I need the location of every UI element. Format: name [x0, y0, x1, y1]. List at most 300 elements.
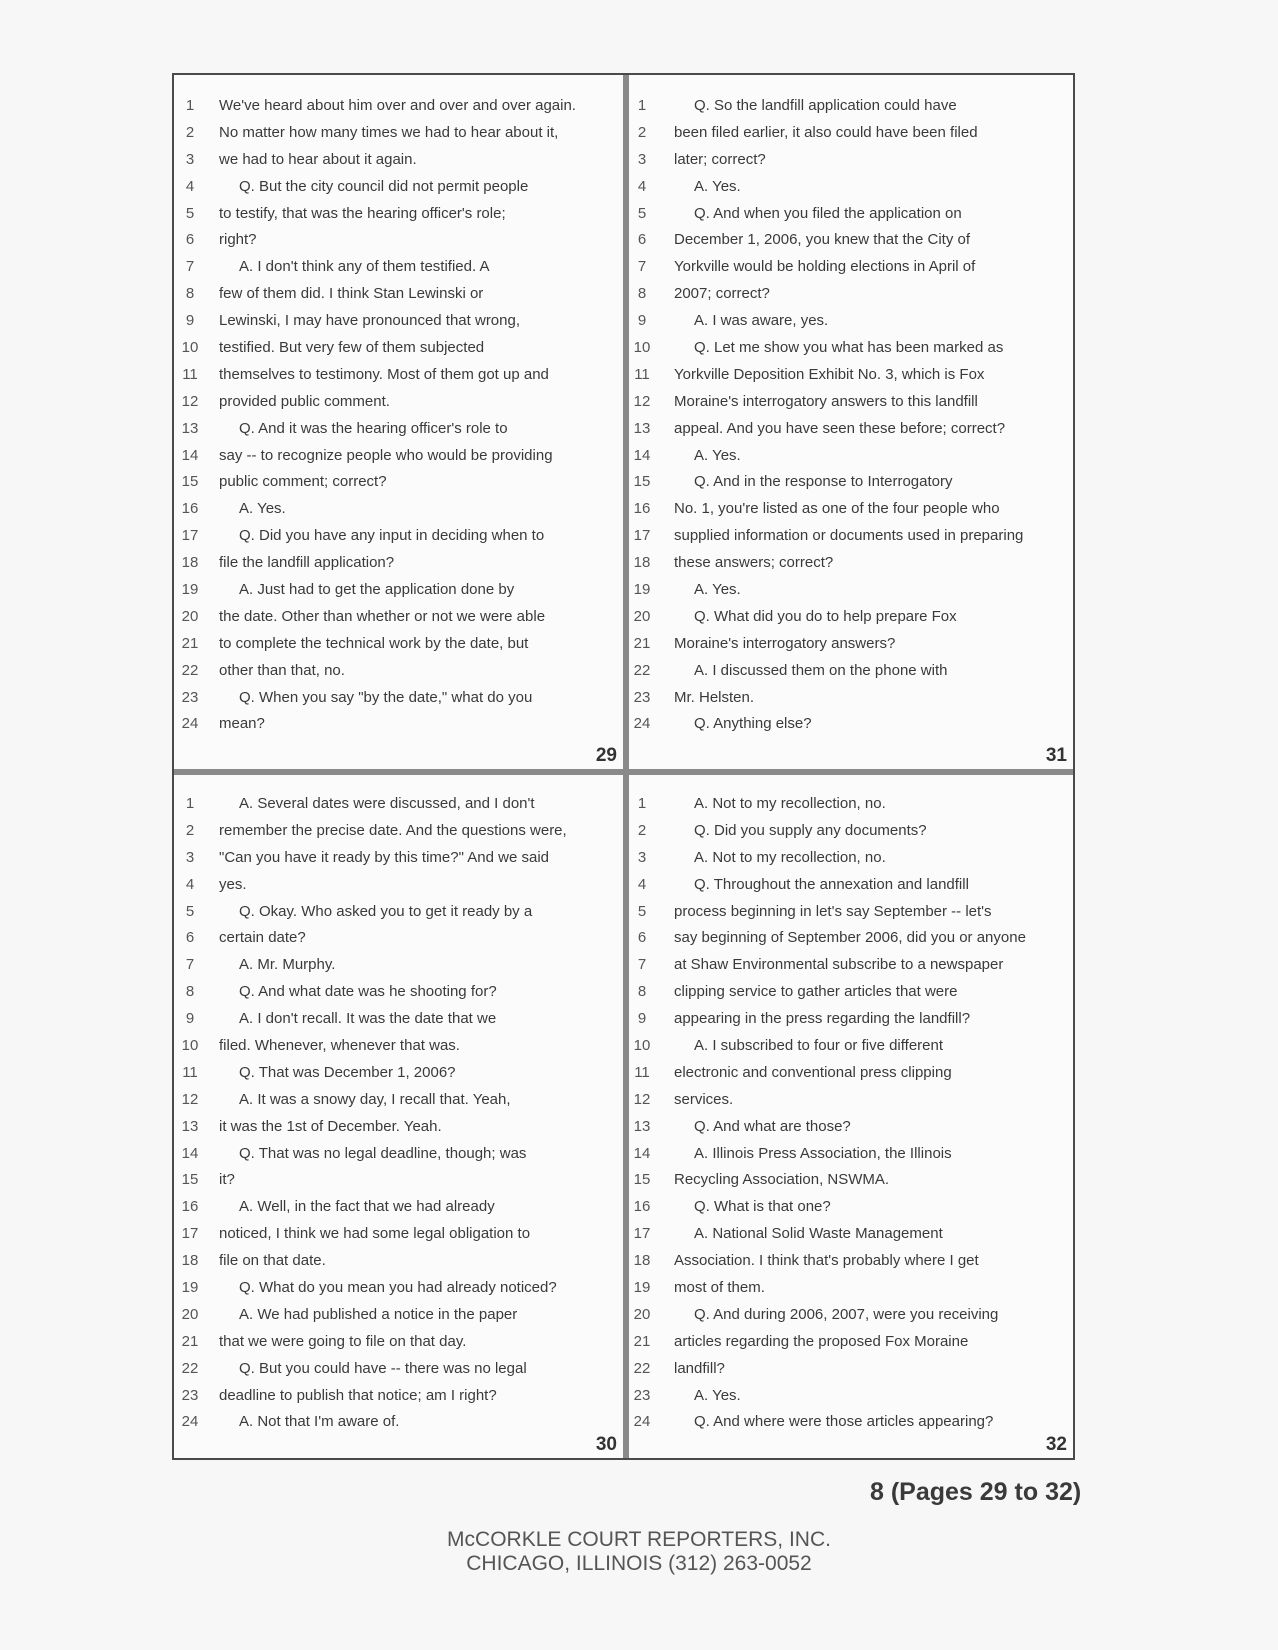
line-number: 8 [185, 285, 195, 303]
line-text: provided public comment. [219, 392, 390, 410]
line-text: Q. When you say "by the date," what do you [239, 688, 533, 706]
line-number: 14 [181, 1144, 199, 1162]
line-number: 23 [181, 1386, 199, 1404]
line-text: to testify, that was the hearing officer's role; [219, 204, 506, 222]
line-text: services. [674, 1090, 734, 1108]
transcript-line [174, 1279, 623, 1306]
line-number: 10 [633, 1037, 651, 1055]
line-number: 8 [637, 983, 647, 1001]
transcript-line [174, 1145, 623, 1172]
line-number: 1 [185, 97, 195, 114]
transcript-line [174, 1091, 623, 1118]
line-number: 17 [633, 1225, 651, 1243]
line-number: 11 [634, 1063, 650, 1081]
line-number: 1 [637, 97, 647, 114]
line-number: 10 [181, 1037, 199, 1055]
transcript-line [174, 1225, 623, 1252]
line-text: 2007; correct? [674, 285, 770, 303]
line-number: 7 [637, 956, 647, 974]
page-number: 30 [595, 1434, 617, 1455]
line-text: file the landfill application? [219, 554, 395, 572]
line-number: 12 [181, 1090, 199, 1108]
transcript-line [174, 635, 623, 662]
line-number: 22 [633, 661, 651, 679]
line-number: 6 [637, 929, 647, 947]
line-number: 8 [185, 983, 195, 1001]
line-text: A. Yes. [694, 581, 741, 599]
transcript-line [629, 635, 1073, 662]
transcript-line [174, 903, 623, 930]
line-text: appeal. And you have seen these before; correct? [674, 419, 1006, 437]
line-text: other than that, no. [219, 661, 345, 679]
line-text: Yorkville would be holding elections in April of [674, 258, 976, 276]
line-number: 13 [181, 419, 199, 437]
transcript-line [629, 473, 1073, 500]
line-text: Q. Okay. Who asked you to get it ready by a [239, 902, 533, 920]
page-30-panel [174, 775, 623, 1458]
transcript-line [174, 393, 623, 420]
line-text: Recycling Association, NSWMA. [674, 1171, 890, 1189]
line-text: A. Illinois Press Association, the Illinois [694, 1144, 952, 1162]
line-number: 8 [637, 285, 647, 303]
line-number: 21 [633, 634, 651, 652]
line-text: these answers; correct? [674, 554, 834, 572]
line-text: later; correct? [674, 150, 766, 168]
line-text: A. Not that I'm aware of. [239, 1413, 400, 1431]
line-text: A. Yes. [694, 1386, 741, 1404]
line-number: 15 [181, 1171, 199, 1189]
transcript-line [629, 500, 1073, 527]
transcript-line [174, 1064, 623, 1091]
line-text: No matter how many times we had to hear about it, [219, 123, 559, 141]
line-text: Lewinski, I may have pronounced that wrong, [219, 312, 521, 330]
transcript-line [174, 689, 623, 716]
line-text: A. We had published a notice in the paper [239, 1305, 518, 1323]
transcript-line [629, 447, 1073, 474]
page-number: 32 [1045, 1434, 1067, 1455]
line-text: Mr. Helsten. [674, 688, 755, 706]
line-text: Q. What do you mean you had already noticed? [239, 1279, 557, 1297]
line-text: right? [219, 231, 257, 249]
transcript-line [174, 231, 623, 258]
transcript-line [629, 983, 1073, 1010]
transcript-line [174, 929, 623, 956]
horizontal-divider [174, 769, 1073, 775]
line-text: A. I was aware, yes. [694, 312, 829, 330]
line-text: A. I subscribed to four or five different [694, 1037, 944, 1055]
transcript-line [629, 1387, 1073, 1414]
line-text: clipping service to gather articles that were [674, 983, 958, 1001]
line-text: appearing in the press regarding the landfill? [674, 1010, 971, 1028]
line-text: certain date? [219, 929, 306, 947]
transcript-line [629, 903, 1073, 930]
transcript-line [174, 715, 623, 742]
transcript-line [174, 1413, 623, 1440]
line-text: it was the 1st of December. Yeah. [219, 1117, 442, 1135]
line-number: 4 [185, 875, 195, 893]
transcript-line [629, 366, 1073, 393]
line-number: 11 [634, 365, 650, 383]
line-text: noticed, I think we had some legal obligation to [219, 1225, 531, 1243]
line-text: electronic and conventional press clipping [674, 1063, 952, 1081]
line-text: say -- to recognize people who would be providing [219, 446, 553, 464]
line-number: 14 [633, 446, 651, 464]
transcript-line [174, 795, 623, 822]
line-number: 11 [182, 1063, 198, 1081]
transcript-line [174, 581, 623, 608]
line-number: 15 [633, 473, 651, 491]
line-text: public comment; correct? [219, 473, 387, 491]
transcript-line [629, 312, 1073, 339]
line-text: Q. What did you do to help prepare Fox [694, 607, 957, 625]
line-text: Q. So the landfill application could have [694, 97, 957, 114]
transcript-line [629, 1145, 1073, 1172]
line-text: Q. And in the response to Interrogatory [694, 473, 953, 491]
line-text: December 1, 2006, you knew that the City of [674, 231, 970, 249]
line-number: 10 [633, 339, 651, 357]
transcript-line [174, 151, 623, 178]
line-number: 21 [633, 1332, 651, 1350]
line-number: 19 [633, 581, 651, 599]
line-text: A. It was a snowy day, I recall that. Yeah, [239, 1090, 511, 1108]
line-number: 13 [181, 1117, 199, 1135]
line-number: 23 [181, 688, 199, 706]
line-text: A. Just had to get the application done by [239, 581, 515, 599]
line-text: Association. I think that's probably where I get [674, 1252, 979, 1270]
transcript-line [629, 689, 1073, 716]
transcript-line [174, 1333, 623, 1360]
transcript-line [174, 1360, 623, 1387]
page-31-panel [629, 75, 1073, 769]
line-text: A. Well, in the fact that we had already [239, 1198, 495, 1216]
line-text: Q. Did you supply any documents? [694, 821, 927, 839]
transcript-line [629, 662, 1073, 689]
line-number: 2 [637, 123, 647, 141]
page-number: 29 [595, 745, 617, 766]
line-number: 16 [633, 1198, 651, 1216]
line-number: 3 [637, 150, 647, 168]
reporter-name: McCORKLE COURT REPORTERS, INC. [447, 1528, 831, 1551]
line-text: Moraine's interrogatory answers to this landfill [674, 392, 978, 410]
line-number: 4 [185, 177, 195, 195]
transcript-line [629, 178, 1073, 205]
transcript-line [629, 231, 1073, 258]
line-text: "Can you have it ready by this time?" And we said [219, 848, 549, 866]
transcript-line [629, 258, 1073, 285]
transcript-line [174, 662, 623, 689]
line-number: 17 [181, 1225, 199, 1243]
transcript-line [174, 1010, 623, 1037]
line-number: 20 [181, 607, 199, 625]
line-number: 21 [181, 1332, 199, 1350]
transcript-line [629, 527, 1073, 554]
transcript-line [174, 97, 623, 124]
transcript-line [629, 420, 1073, 447]
transcript-line [174, 1252, 623, 1279]
transcript-line [174, 339, 623, 366]
line-text: deadline to publish that notice; am I right? [219, 1386, 497, 1404]
transcript-line [629, 849, 1073, 876]
line-number: 5 [185, 902, 195, 920]
page-29-panel [174, 75, 623, 769]
line-number: 5 [185, 204, 195, 222]
line-text: Q. That was December 1, 2006? [239, 1063, 456, 1081]
line-number: 24 [181, 715, 199, 733]
line-number: 22 [633, 1359, 651, 1377]
line-text: A. National Solid Waste Management [694, 1225, 943, 1243]
transcript-line [174, 822, 623, 849]
transcript-line [629, 285, 1073, 312]
line-number: 7 [185, 956, 195, 974]
line-text: themselves to testimony. Most of them got up and [219, 365, 549, 383]
page-lines [174, 97, 623, 742]
transcript-line [629, 1333, 1073, 1360]
transcript-line [174, 1118, 623, 1145]
transcript-line [174, 876, 623, 903]
line-number: 6 [185, 231, 195, 249]
line-text: testified. But very few of them subjected [219, 339, 485, 357]
line-number: 16 [181, 500, 199, 518]
line-number: 16 [181, 1198, 199, 1216]
transcript-line [174, 258, 623, 285]
line-number: 6 [637, 231, 647, 249]
line-number: 14 [181, 446, 199, 464]
transcript-line [629, 876, 1073, 903]
line-text: Q. Did you have any input in deciding when to [239, 527, 545, 545]
reporter-contact: CHICAGO, ILLINOIS (312) 263-0052 [466, 1552, 812, 1575]
transcript-line [629, 956, 1073, 983]
line-number: 17 [181, 527, 199, 545]
line-number: 9 [637, 312, 647, 330]
transcript-line [629, 1118, 1073, 1145]
line-number: 20 [633, 1305, 651, 1323]
line-number: 18 [181, 554, 199, 572]
line-number: 12 [633, 1090, 651, 1108]
line-number: 12 [181, 392, 199, 410]
transcript-line [629, 554, 1073, 581]
transcript-line [174, 1037, 623, 1064]
line-text: it? [219, 1171, 235, 1189]
line-text: A. I don't recall. It was the date that we [239, 1010, 497, 1028]
line-number: 5 [637, 204, 647, 222]
line-text: Q. Throughout the annexation and landfill [694, 875, 969, 893]
line-text: Q. And what date was he shooting for? [239, 983, 497, 1001]
line-text: Q. Let me show you what has been marked as [694, 339, 1004, 357]
line-number: 19 [181, 1279, 199, 1297]
line-text: Q. That was no legal deadline, though; was [239, 1144, 527, 1162]
line-number: 17 [633, 527, 651, 545]
line-text: A. Yes. [694, 177, 741, 195]
line-number: 24 [633, 715, 651, 733]
line-number: 22 [181, 1359, 199, 1377]
line-number: 9 [185, 312, 195, 330]
transcript-line [174, 500, 623, 527]
transcript-line [629, 1413, 1073, 1440]
transcript-line [629, 1198, 1073, 1225]
transcript-line [174, 849, 623, 876]
transcript-line [174, 1198, 623, 1225]
page-lines [174, 795, 623, 1440]
line-number: 18 [181, 1252, 199, 1270]
transcript-line [174, 956, 623, 983]
transcript-line [174, 366, 623, 393]
vertical-divider [623, 75, 629, 1458]
transcript-line [174, 205, 623, 232]
line-number: 6 [185, 929, 195, 947]
line-number: 2 [185, 123, 195, 141]
page-lines [629, 795, 1073, 1440]
line-text: No. 1, you're listed as one of the four people who [674, 500, 1000, 518]
transcript-line [629, 1037, 1073, 1064]
transcript-line [174, 285, 623, 312]
line-number: 20 [633, 607, 651, 625]
transcript-line [629, 822, 1073, 849]
line-number: 4 [637, 177, 647, 195]
line-number: 18 [633, 1252, 651, 1270]
line-number: 24 [633, 1413, 651, 1431]
line-text: Moraine's interrogatory answers? [674, 634, 896, 652]
line-number: 12 [633, 392, 651, 410]
line-text: A. Yes. [239, 500, 286, 518]
line-text: filed. Whenever, whenever that was. [219, 1037, 460, 1055]
line-text: supplied information or documents used in preparing [674, 527, 1024, 545]
line-text: A. Mr. Murphy. [239, 956, 336, 974]
line-text: Q. What is that one? [694, 1198, 831, 1216]
transcript-line [629, 1252, 1073, 1279]
line-number: 24 [181, 1413, 199, 1431]
transcript-line [629, 1279, 1073, 1306]
line-number: 21 [181, 634, 199, 652]
transcript-line [174, 1306, 623, 1333]
transcript-line [174, 1387, 623, 1414]
line-number: 3 [185, 150, 195, 168]
line-number: 23 [633, 1386, 651, 1404]
line-text: A. Not to my recollection, no. [694, 795, 886, 812]
line-number: 20 [181, 1305, 199, 1323]
line-text: A. Yes. [694, 446, 741, 464]
line-text: mean? [219, 715, 265, 733]
line-text: we had to hear about it again. [219, 150, 417, 168]
transcript-line [629, 393, 1073, 420]
line-number: 9 [185, 1010, 195, 1028]
line-text: A. I discussed them on the phone with [694, 661, 948, 679]
line-number: 9 [637, 1010, 647, 1028]
line-text: Q. And it was the hearing officer's role to [239, 419, 508, 437]
line-number: 16 [633, 500, 651, 518]
transcript-line [629, 1064, 1073, 1091]
line-text: that we were going to file on that day. [219, 1332, 467, 1350]
transcript-line [174, 312, 623, 339]
transcript-line [174, 554, 623, 581]
line-text: process beginning in let's say September -- let's [674, 902, 992, 920]
transcript-line [174, 178, 623, 205]
line-text: A. Several dates were discussed, and I don't [239, 795, 535, 812]
line-text: Q. And when you filed the application on [694, 204, 962, 222]
line-number: 7 [637, 258, 647, 276]
transcript-line [629, 1171, 1073, 1198]
page-32-panel [629, 775, 1073, 1458]
line-text: A. Not to my recollection, no. [694, 848, 886, 866]
transcript-line [629, 151, 1073, 178]
line-text: to complete the technical work by the date, but [219, 634, 529, 652]
line-text: Q. And during 2006, 2007, were you receiving [694, 1305, 999, 1323]
line-text: Q. But the city council did not permit people [239, 177, 529, 195]
line-text: A. I don't think any of them testified. A [239, 258, 490, 276]
line-text: Q. And where were those articles appearing? [694, 1413, 994, 1431]
line-text: Q. And what are those? [694, 1117, 851, 1135]
pages-label: 8 (Pages 29 to 32) [870, 1478, 1082, 1506]
line-number: 4 [637, 875, 647, 893]
line-number: 13 [633, 419, 651, 437]
line-number: 14 [633, 1144, 651, 1162]
transcript-line [629, 795, 1073, 822]
line-text: articles regarding the proposed Fox Moraine [674, 1332, 969, 1350]
line-number: 3 [637, 848, 647, 866]
line-number: 2 [185, 821, 195, 839]
transcript-line [629, 205, 1073, 232]
line-number: 15 [633, 1171, 651, 1189]
line-number: 18 [633, 554, 651, 572]
transcript-line [174, 608, 623, 635]
transcript-line [174, 124, 623, 151]
line-text: We've heard about him over and over and over again. [219, 97, 576, 114]
line-number: 15 [181, 473, 199, 491]
transcript-line [174, 447, 623, 474]
transcript-line [629, 1010, 1073, 1037]
line-text: Yorkville Deposition Exhibit No. 3, which is Fox [674, 365, 985, 383]
transcript-line [629, 581, 1073, 608]
page-number: 31 [1045, 745, 1067, 766]
line-text: Q. Anything else? [694, 715, 812, 733]
transcript-line [174, 473, 623, 500]
line-number: 1 [637, 795, 647, 812]
line-text: at Shaw Environmental subscribe to a newspaper [674, 956, 1004, 974]
line-number: 2 [637, 821, 647, 839]
transcript-line [174, 420, 623, 447]
transcript-line [174, 983, 623, 1010]
transcript-line [629, 929, 1073, 956]
line-text: few of them did. I think Stan Lewinski or [219, 285, 484, 303]
transcript-line [629, 1091, 1073, 1118]
line-number: 5 [637, 902, 647, 920]
line-text: most of them. [674, 1279, 765, 1297]
line-number: 13 [633, 1117, 651, 1135]
line-number: 23 [633, 688, 651, 706]
line-number: 22 [181, 661, 199, 679]
page-lines [629, 97, 1073, 742]
line-text: the date. Other than whether or not we were able [219, 607, 546, 625]
line-number: 19 [633, 1279, 651, 1297]
line-text: been filed earlier, it also could have been filed [674, 123, 978, 141]
transcript-line [629, 715, 1073, 742]
transcript-line [629, 1360, 1073, 1387]
line-number: 19 [181, 581, 199, 599]
transcript-line [174, 527, 623, 554]
line-number: 10 [181, 339, 199, 357]
transcript-sheet [172, 73, 1075, 1460]
line-text: yes. [219, 875, 247, 893]
line-text: say beginning of September 2006, did you or anyone [674, 929, 1026, 947]
transcript-line [629, 1306, 1073, 1333]
transcript-line [174, 1171, 623, 1198]
transcript-line [629, 124, 1073, 151]
transcript-line [629, 1225, 1073, 1252]
line-text: landfill? [674, 1359, 725, 1377]
line-text: Q. But you could have -- there was no legal [239, 1359, 527, 1377]
transcript-line [629, 97, 1073, 124]
line-text: remember the precise date. And the questions were, [219, 821, 567, 839]
transcript-line [629, 339, 1073, 366]
